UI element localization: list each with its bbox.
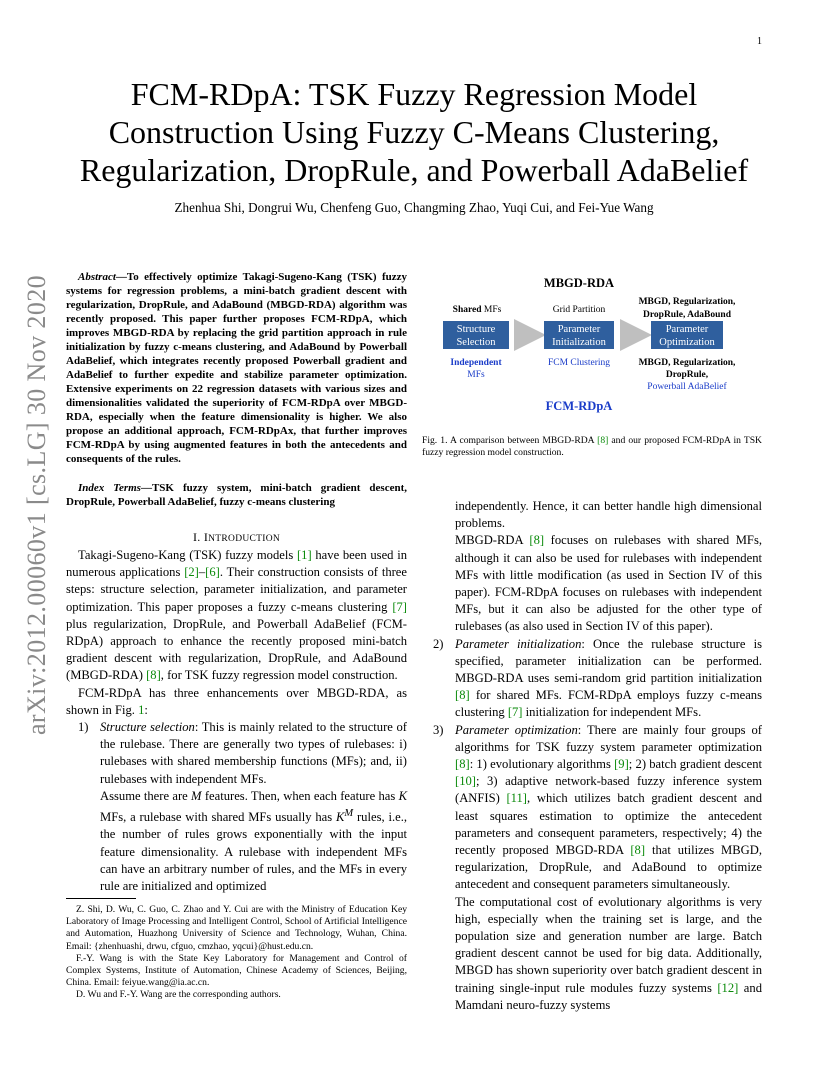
label-fcm-opt-3: Powerball AdaBelief: [647, 382, 727, 392]
list-item-continued: independently. Hence, it can better handle high dimensional problems. MBGD-RDA [8] focuses on rulebases with shared MFs, although it can also be used for rulebases with independent MFs with little modification (as used in Section IV of this paper). FCM-RDpA focuses on rulebases with independent MFs, but it can also be adjusted for the other type of rulebases (as also used in Section IV of this paper).: [455, 499, 762, 634]
right-column-body: [421, 498, 762, 1014]
abstract-label: Abstract: [78, 271, 116, 283]
left-column-body: [66, 547, 407, 895]
arxiv-stamp: [22, 255, 52, 755]
diagram-title-fcm-rdpa: FCM-RDpA: [545, 399, 613, 413]
label-independent: Independent: [450, 358, 502, 368]
citation-link[interactable]: [6]: [205, 565, 220, 580]
list-item: 1) Structure selection: This is mainly related to the structure of the rulebase. There are generally two types of rulebases: i) rulebases with shared membership functions (MFs); and, ii) rulebases with independent MFs. Assume there are M features. Then, when each feature has K MFs, a rulebase with shared MFs usually has $K^M$ rules, i.e., the number of rules grows exponentially with the input feature dimensionality. A rulebase with independent MFs can have an arbitrary number of rules, and the MFs in every rule are initialized and optimized: [78, 720, 407, 894]
paragraph: FCM-RDpA has three enhancements over MBGD-RDA, as shown in Fig. 1:: [66, 685, 407, 717]
citation-link[interactable]: [12]: [717, 980, 739, 995]
label-fcm-opt-1: MBGD, Regularization,: [638, 358, 736, 368]
label-mbgd-opt-2: DropRule, AdaBound: [643, 310, 731, 320]
list-item: 2) Parameter initialization: Once the rulebase structure is specified, parameter initialization can be performed. MBGD-RDA uses semi-random grid partition initialization [8] for shared MFs. FCM-RDpA employs fuzzy c-means clustering [7] initialization for independent MFs.: [433, 636, 762, 720]
label-shared-mfs: Shared MFs: [452, 305, 502, 315]
index-terms-label: Index Terms: [78, 482, 141, 494]
svg-text:Structure: Structure: [456, 324, 496, 335]
figure-link[interactable]: 1: [138, 702, 145, 717]
footnotes: [66, 904, 407, 1002]
label-fcm-opt-2: DropRule,: [665, 370, 709, 380]
diagram-title-mbgd-rda: MBGD-RDA: [543, 276, 615, 290]
arxiv-id: arXiv:2012.00060v1 [cs.LG] 30 Nov 2020: [22, 274, 51, 736]
citation-link[interactable]: [8]: [455, 757, 470, 772]
title-line: Construction Using Fuzzy C-Means Clustering,: [108, 114, 720, 150]
label-mbgd-opt-1: MBGD, Regularization,: [638, 297, 736, 307]
paper-title: [60, 75, 768, 189]
list-item: 3) Parameter optimization: There are mainly four groups of algorithms for TSK fuzzy system parameter optimization [8]: 1) evolutionary algorithms [9]; 2) batch gradient descent [10]; 3) adaptive network-based fuzzy inference system (ANFIS) [11], which utilizes batch gradient descent and least squares estimation to optimize the antecedent parameters and consequent parameters, respectively; 4) the recently proposed MBGD-RDA [8] that utilizes MBGD, regularization, DropRule, and AdaBound to optimize antecedent and consequent parameters simultaneously. The computational cost of evolutionary algorithms is very high, especially when the training set is large, and the population size and generation number are large. Batch gradient descent cannot be used for big data. Additionally, MBGD has shown superiority over batch gradient descent in training single-input rule modules fuzzy systems [12] and Mamdani neuro-fuzzy systems: [433, 722, 762, 1012]
label-fcm-clustering: FCM Clustering: [547, 358, 611, 368]
citation-link[interactable]: [8]: [597, 435, 609, 446]
citation-link[interactable]: [8]: [455, 688, 470, 703]
citation-link[interactable]: [7]: [392, 599, 407, 614]
index-terms-text: —TSK fuzzy system, mini-batch gradient descent, DropRule, Powerball AdaBelief, fuzzy c-means clustering: [66, 482, 407, 508]
svg-text:Optimization: Optimization: [659, 337, 715, 348]
svg-text:Parameter: Parameter: [557, 324, 601, 335]
svg-text:Selection: Selection: [456, 337, 496, 348]
citation-link[interactable]: [2]: [184, 565, 199, 580]
footnote: D. Wu and F.-Y. Wang are the corresponding authors.: [76, 989, 281, 1001]
footnote-rule: [66, 898, 136, 899]
footnote: F.-Y. Wang is with the State Key Laboratory for Management and Control of Complex Systems, Institute of Automation, Chinese Academy of Sciences, Beijing, China. Email: feiyue.wang@ia.ac.cn.: [66, 952, 407, 989]
citation-link[interactable]: [9]: [614, 757, 629, 772]
index-terms: [66, 481, 407, 509]
citation-link[interactable]: [8]: [146, 668, 161, 683]
page-number: 1: [757, 36, 762, 47]
citation-link[interactable]: [8]: [630, 843, 646, 858]
paragraph: Takagi-Sugeno-Kang (TSK) fuzzy models [1] have been used in numerous applications [2]–[6]. Their construction consists of three steps: structure selection, parameter initialization, and parameter optimization. This paper proposes a fuzzy c-means clustering [7] plus regularization, DropRule, and Powerball AdaBelief (FCM-RDpA) approach to enhance the recently proposed mini-batch gradient descent with regularization, DropRule, and AdaBound (MBGD-RDA) [8], for TSK fuzzy regression model construction.: [66, 548, 407, 683]
abstract: [66, 270, 407, 466]
abstract-text: —To effectively optimize Takagi-Sugeno-Kang (TSK) fuzzy systems for regression problems, a mini-batch gradient descent with regularization, DropRule, and AdaBound (MBGD-RDA) algorithm was recently proposed. This paper further proposes FCM-RDpA, which improves MBGD-RDA by replacing the grid partition approach in rule initialization by fuzzy c-means clustering, and AdaBound by Powerball AdaBelief, which integrates recently proposed Powerball gradient and AdaBelief to further expedite and stabilize parameter optimization. Extensive experiments on 22 regression datasets with various sizes and dimensionalities validated the superiority of FCM-RDpA over MBGD-RDA, especially when the feature dimensionality is higher. We also propose an additional approach, FCM-RDpAx, that further improves FCM-RDpA by using augmented features in both the antecedents and consequents of the rules.: [66, 271, 407, 465]
citation-link[interactable]: [11]: [506, 791, 527, 806]
section-heading: I. INTRODUCTION: [192, 530, 281, 544]
figure-1-diagram: [422, 270, 762, 430]
title-line: Regularization, DropRule, and Powerball AdaBelief: [79, 152, 749, 188]
title-line: FCM-RDpA: TSK Fuzzy Regression Model: [130, 76, 698, 112]
footnote: Z. Shi, D. Wu, C. Guo, C. Zhao and Y. Cui are with the Ministry of Education Key Laboratory of Image Processing and Intelligent Control, School of Artificial Intelligence and Automation, Huazhong University of Science and Technology, Wuhan, China. Email: {zhenhuashi, drwu, cfguo, cmzhao, yqcui}@hust.edu.cn.: [66, 904, 407, 952]
label-mfs: MFs: [467, 370, 485, 380]
citation-link[interactable]: [8]: [529, 533, 545, 548]
author-list: Zhenhua Shi, Dongrui Wu, Chenfeng Guo, Changming Zhao, Yuqi Cui, and Fei-Yue Wang: [174, 200, 654, 215]
citation-link[interactable]: [1]: [296, 548, 312, 562]
citation-link[interactable]: [10]: [455, 774, 476, 789]
label-grid-partition: Grid Partition: [552, 305, 606, 315]
svg-text:Parameter: Parameter: [665, 324, 709, 335]
citation-link[interactable]: [7]: [507, 705, 523, 720]
figure-caption: Fig. 1. A comparison between MBGD-RDA [8] and our proposed FCM-RDpA in TSK fuzzy regression model construction.: [422, 435, 762, 459]
svg-text:Initialization: Initialization: [552, 337, 606, 348]
